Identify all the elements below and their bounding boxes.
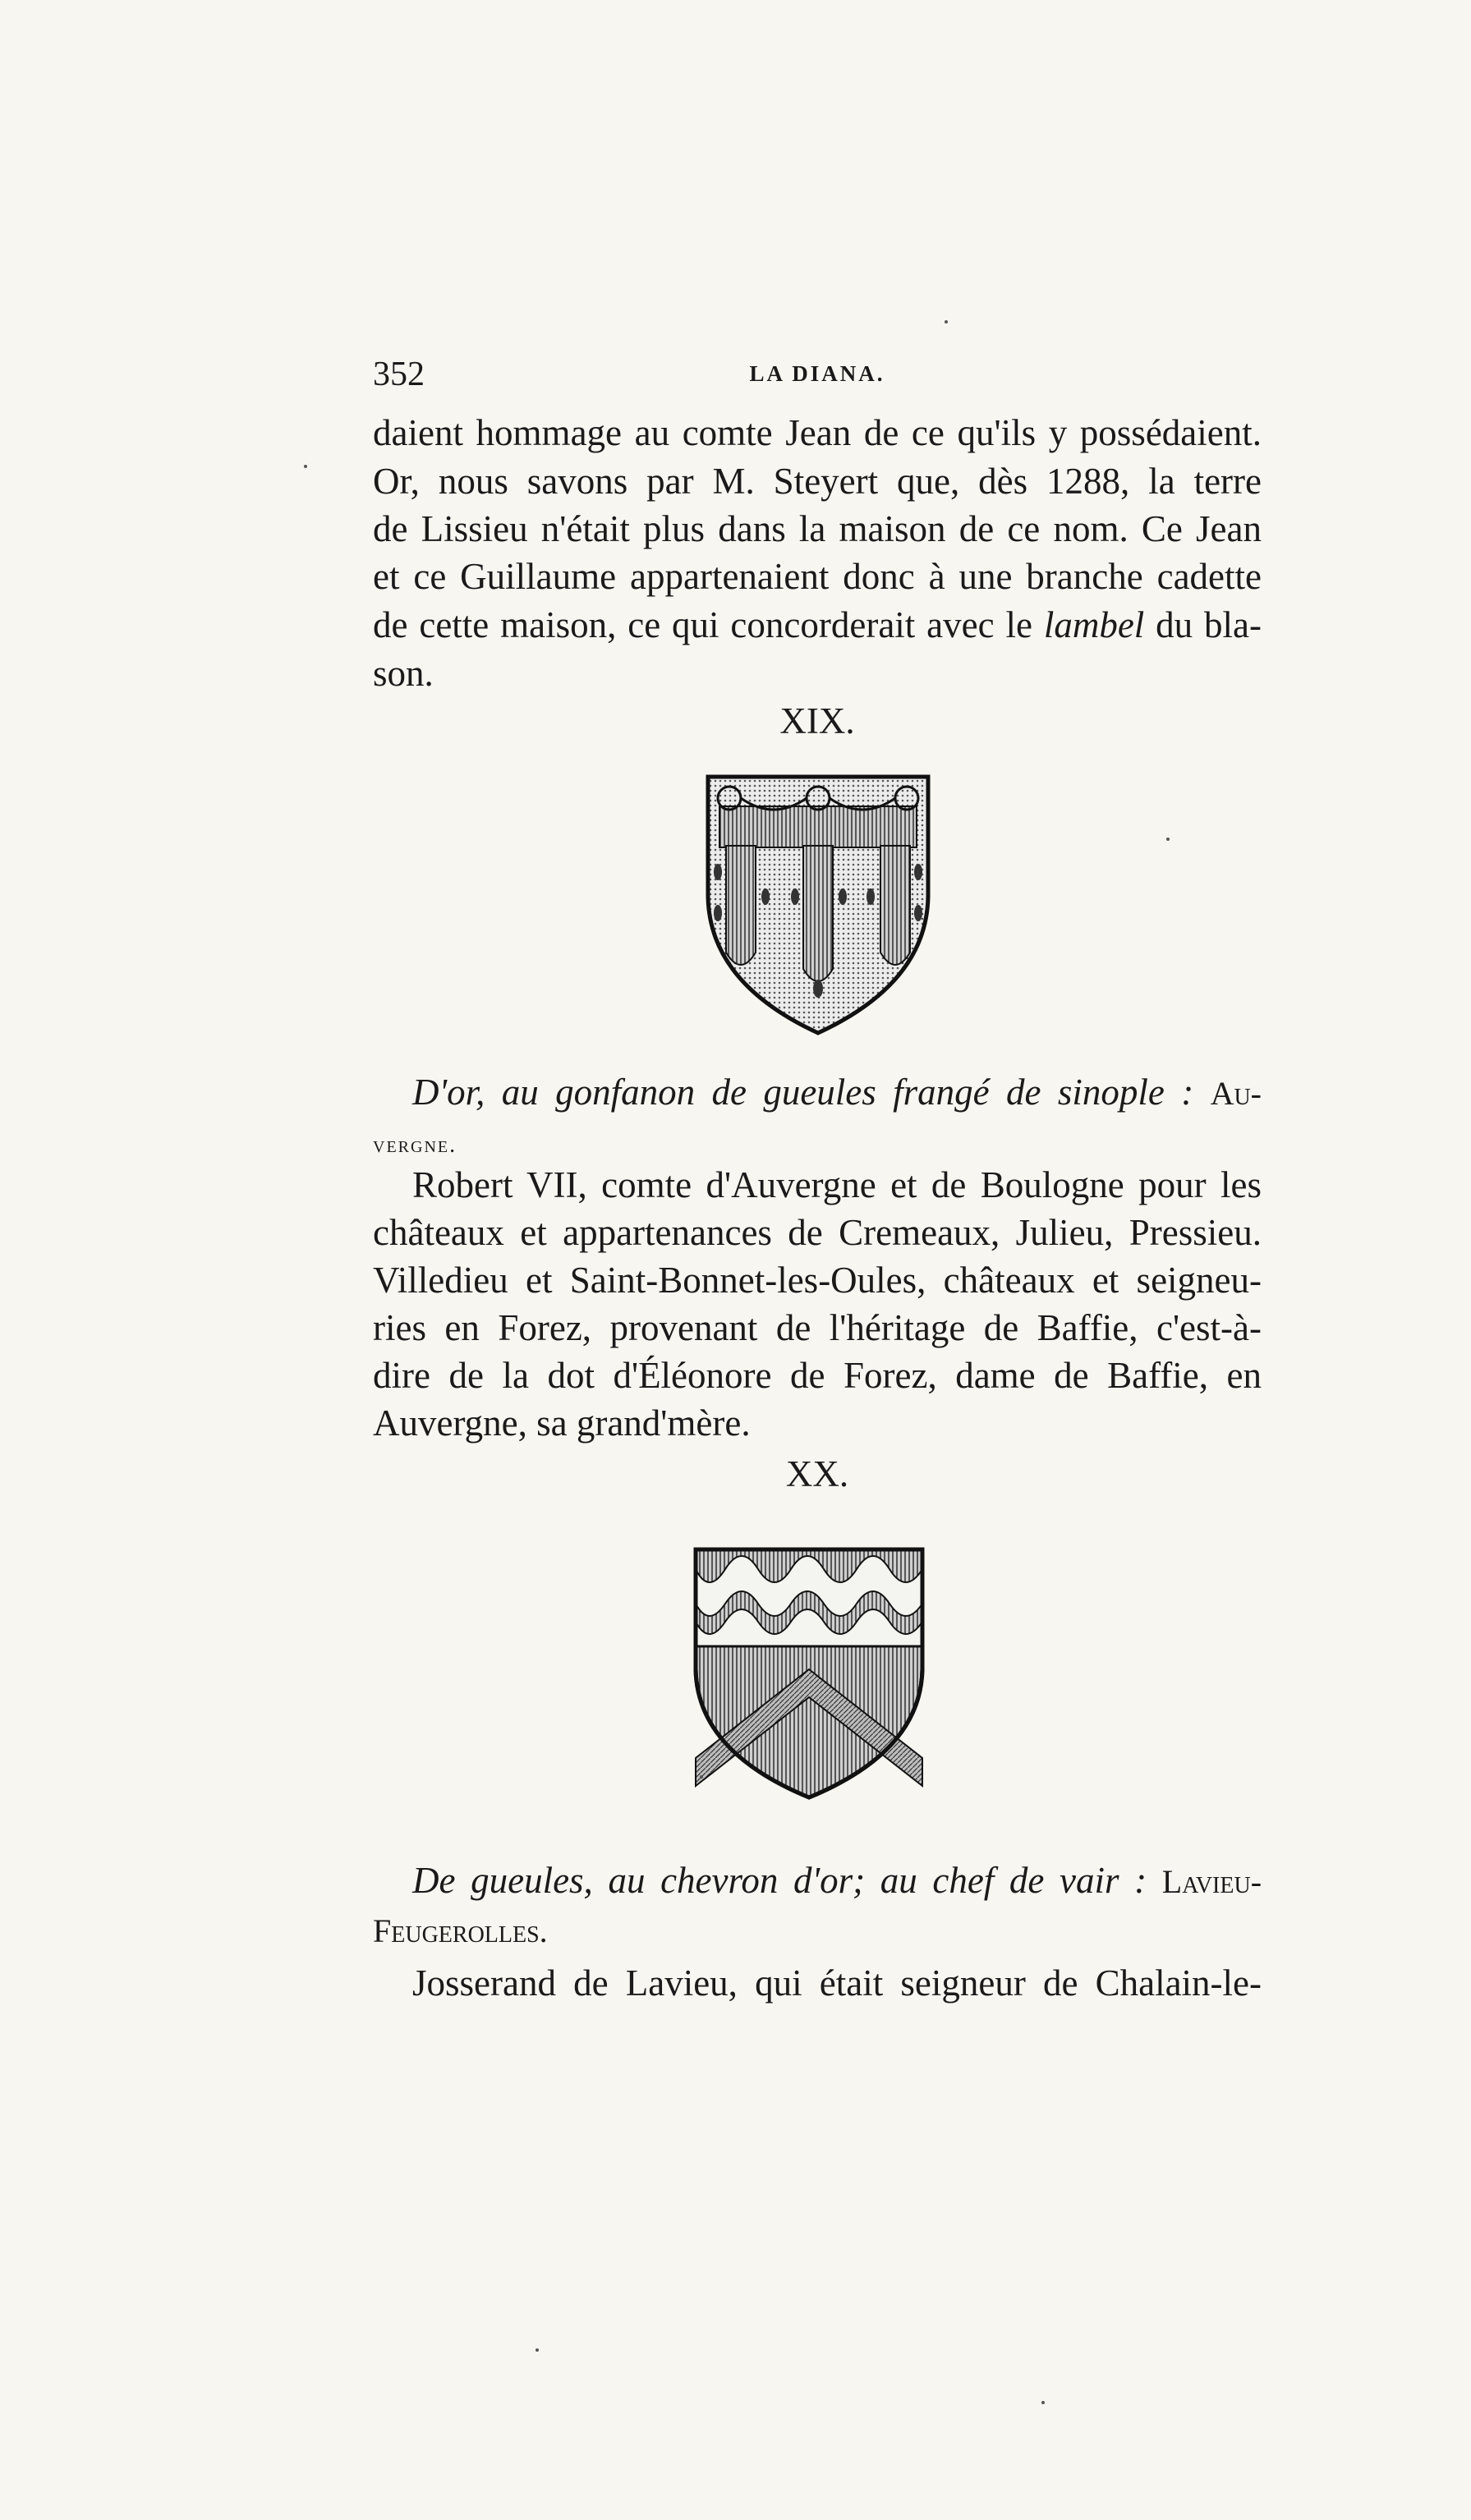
page-header — [373, 355, 1262, 396]
paragraph-xix-line-6: Auvergne, sa grand'mère. — [373, 1402, 751, 1444]
scan-speck — [1041, 2401, 1045, 2404]
running-title: LA DIANA. — [749, 361, 885, 386]
family-name-xix-b: vergne. — [373, 1132, 457, 1158]
scan-speck — [536, 2348, 539, 2352]
coat-of-arms-lavieu — [691, 1546, 927, 1801]
page-number: 352 — [373, 356, 425, 393]
paragraph-1-line-2: Or, nous savons par M. Steyert que, dès 1288, la terre — [373, 461, 1262, 502]
paragraph-xix-line-3: Villedieu et Saint-Bonnet-les-Oules, châteaux et seigneu- — [373, 1260, 1262, 1301]
family-name-xix-a: Au- — [1210, 1075, 1262, 1112]
term-lambel: lambel — [1043, 604, 1145, 645]
section-numeral-xix: XIX. — [779, 700, 855, 741]
scan-speck — [700, 1775, 703, 1779]
paragraph-1-line-5 — [373, 600, 1262, 650]
coat-of-arms-auvergne — [703, 773, 933, 1036]
paragraph-1-line-4: et ce Guillaume appartenaient donc à une branche cadette — [373, 556, 1262, 597]
blazon-caption-xix — [412, 1067, 1262, 1118]
family-name-xx-a: Lavieu- — [1161, 1863, 1262, 1900]
blazon-text-xix: D'or, au gonfanon de gueules frangé de sinople : — [412, 1072, 1194, 1113]
scan-speck — [1166, 838, 1170, 841]
paragraph-xix-line-5: dire de la dot d'Éléonore de Forez, dame de Baffie, en — [373, 1355, 1262, 1396]
paragraph-xx-line-1: Josserand de Lavieu, qui était seigneur de Chalain-le- — [412, 1962, 1262, 2004]
blazon-text-xx: De gueules, au chevron d'or; au chef de vair : — [412, 1860, 1147, 1901]
line-5-text-b: du bla- — [1144, 604, 1262, 645]
paragraph-xix-line-2: châteaux et appartenances de Cremeaux, Julieu, Pressieu. — [373, 1212, 1262, 1253]
blazon-caption-xx-cont — [373, 1905, 1262, 1956]
paragraph-1-line-3: de Lissieu n'était plus dans la maison de ce nom. Ce Jean — [373, 508, 1262, 549]
paragraph-1-line-1: daient hommage au comte Jean de ce qu'ils y possédaient. — [373, 412, 1262, 453]
scan-speck — [304, 465, 307, 468]
scan-speck — [945, 320, 948, 324]
section-numeral-xx: XX. — [785, 1453, 849, 1494]
blazon-caption-xx — [412, 1856, 1262, 1907]
paragraph-xix-line-1: Robert VII, comte d'Auvergne et de Boulogne pour les — [412, 1164, 1262, 1205]
paragraph-xix-line-4: ries en Forez, provenant de l'héritage de Baffie, c'est-à- — [373, 1307, 1262, 1348]
line-5-text-a: de cette maison, ce qui concorderait avec le — [373, 604, 1044, 645]
family-name-xx-b: Feugerolles. — [373, 1912, 548, 1949]
paragraph-1-line-6: son. — [373, 653, 434, 694]
